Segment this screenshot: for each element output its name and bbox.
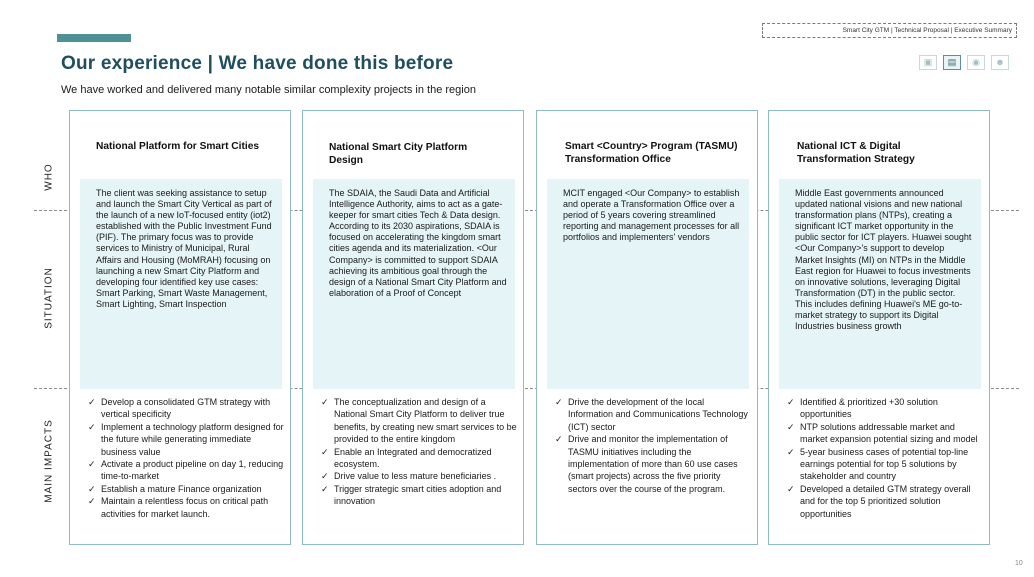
impact-item <box>787 421 983 446</box>
impact-text: Develop a consolidated GTM strategy with vertical specificity <box>101 397 271 420</box>
check-icon: ✓ <box>321 471 329 482</box>
page-title: Our experience | We have done this before <box>61 53 454 74</box>
impact-text: NTP solutions addressable market and market expansion potential sizing and model <box>800 421 978 445</box>
card-title: National ICT & Digital Transformation Strategy <box>797 141 915 165</box>
impact-text: Drive value to less mature beneficiaries . <box>334 471 497 482</box>
impact-text: Trigger strategic smart cities adoption and innovation <box>334 483 502 507</box>
impact-item <box>787 396 983 421</box>
page-subtitle: We have worked and delivered many notable similar complexity projects in the region <box>61 84 476 96</box>
card-impacts <box>787 396 983 520</box>
impact-text: The conceptualization and design of a National Smart City Platform to deliver true benefits, by creating new smart services to be provided to the entire kingdom <box>334 397 517 445</box>
impact-text: Enable an Integrated and democratized ecosystem. <box>334 446 492 470</box>
impact-item <box>787 483 983 520</box>
card-title: National Platform for Smart Cities <box>96 141 260 152</box>
camera-icon[interactable]: ◉ <box>967 55 985 70</box>
impact-item <box>321 396 517 446</box>
impact-text: Activate a product pipeline on day 1, reducing time-to-market <box>101 459 284 482</box>
check-icon: ✓ <box>88 397 96 407</box>
card-title: Smart <Country> Program (TASMU) Transformation Office <box>565 141 738 165</box>
view-toolbar <box>919 55 1009 70</box>
row-label-situation: SITUATION <box>43 267 55 329</box>
impact-item <box>88 421 284 458</box>
card-impacts <box>321 396 517 508</box>
impact-item <box>88 495 284 520</box>
impact-item <box>321 446 517 471</box>
check-icon: ✓ <box>88 483 96 494</box>
impact-item <box>88 483 284 495</box>
impact-text: Developed a detailed GTM strategy overall and for the top 5 prioritized solution opportunities <box>800 483 971 519</box>
project-card <box>536 110 758 545</box>
impact-item <box>787 446 983 483</box>
impact-text: 5-year business cases of potential top-line earnings potential for top 5 solutions by stakeholder and country <box>800 446 969 482</box>
page-number: 10 <box>1015 560 1023 567</box>
project-card <box>302 110 524 545</box>
check-icon: ✓ <box>787 483 795 494</box>
row-label-who: WHO <box>43 163 55 191</box>
card-title: National Smart City Platform Design <box>329 142 468 166</box>
impact-text: Implement a technology platform designed for the future while generating immediate business value <box>101 421 284 457</box>
impact-text: Drive the development of the local Information and Communications Technology (ICT) sector <box>568 397 748 432</box>
accent-bar <box>57 34 131 42</box>
check-icon: ✓ <box>88 496 96 507</box>
check-icon: ✓ <box>787 446 795 457</box>
check-icon: ✓ <box>321 397 329 407</box>
impact-text: Establish a mature Finance organization <box>101 483 262 494</box>
project-card <box>768 110 990 545</box>
card-situation: MCIT engaged <Our Company> to establish and operate a Transformation Office over a period of 5 years covering streamlined reporting and management processes for all portfolios and implementers' vendors <box>547 179 749 389</box>
impact-text: Maintain a relentless focus on critical path activities for market launch. <box>101 496 269 519</box>
document-icon[interactable]: ▤ <box>943 55 961 70</box>
card-situation: The client was seeking assistance to setup and launch the Smart City Vertical as part of the launch of a new IoT-focused entity (iot2) established with the Public Investment Fund (PIF). The primary focus was to provide services to Ministry of Municipal, Rural Affairs and Housing (MoMRAH) focusing on launching a new Smart City Platform and developing four identified key use cases: Smart Parking, Smart Waste Management, Smart Lighting, Smart Inspection <box>80 179 282 389</box>
row-label-impacts: MAIN IMPACTS <box>43 419 55 503</box>
card-impacts <box>88 396 284 520</box>
impact-item <box>321 470 517 482</box>
impact-text: Identified & prioritized +30 solution opportunities <box>800 397 938 420</box>
impact-text: Drive and monitor the implementation of TASMU initiatives including the implementation of more than 60 use cases (smart projects) across the five priority sectors over the course of the program. <box>568 434 738 494</box>
project-card <box>69 110 291 545</box>
impact-item <box>88 396 284 421</box>
card-impacts <box>555 396 751 495</box>
check-icon: ✓ <box>321 483 329 494</box>
check-icon: ✓ <box>88 421 96 432</box>
image-icon[interactable]: ▣ <box>919 55 937 70</box>
impact-item <box>88 458 284 483</box>
check-icon: ✓ <box>787 397 795 407</box>
check-icon: ✓ <box>787 421 795 432</box>
check-icon: ✓ <box>555 397 563 407</box>
impact-item <box>555 433 751 495</box>
breadcrumb: Smart City GTM | Technical Proposal | Executive Summary <box>762 23 1017 38</box>
impact-item <box>321 483 517 508</box>
check-icon: ✓ <box>555 434 563 445</box>
check-icon: ✓ <box>88 459 96 470</box>
card-situation: The SDAIA, the Saudi Data and Artificial Intelligence Authority, aims to act as a gate-keeper for smart cities Tech & Data design. According to its 2030 aspirations, SDAIA is focused on accelerating the kingdom smart cities agenda and its materialization. <Our Company> is committed to support SDAIA achieving its ambitious goal through the design of a National Smart City Platform and elaboration of a Proof of Concept <box>313 179 515 389</box>
check-icon: ✓ <box>321 446 329 457</box>
impact-item <box>555 396 751 433</box>
card-situation: Middle East governments announced updated national visions and new national transformation plans (NTPs), creating a significant ICT market opportunity in the public sector for ICT players. Huawei sought <Our Company>'s support to develop Market Insights (MI) on NTPs in the Middle East region for Huawei to focus investments on innovative solutions, leveraging Digital Transformation (DT) in the public sector. This includes defining Huawei's ME go-to-market strategy to support its Digital Industries business growth <box>779 179 981 389</box>
user-icon[interactable]: ☻ <box>991 55 1009 70</box>
